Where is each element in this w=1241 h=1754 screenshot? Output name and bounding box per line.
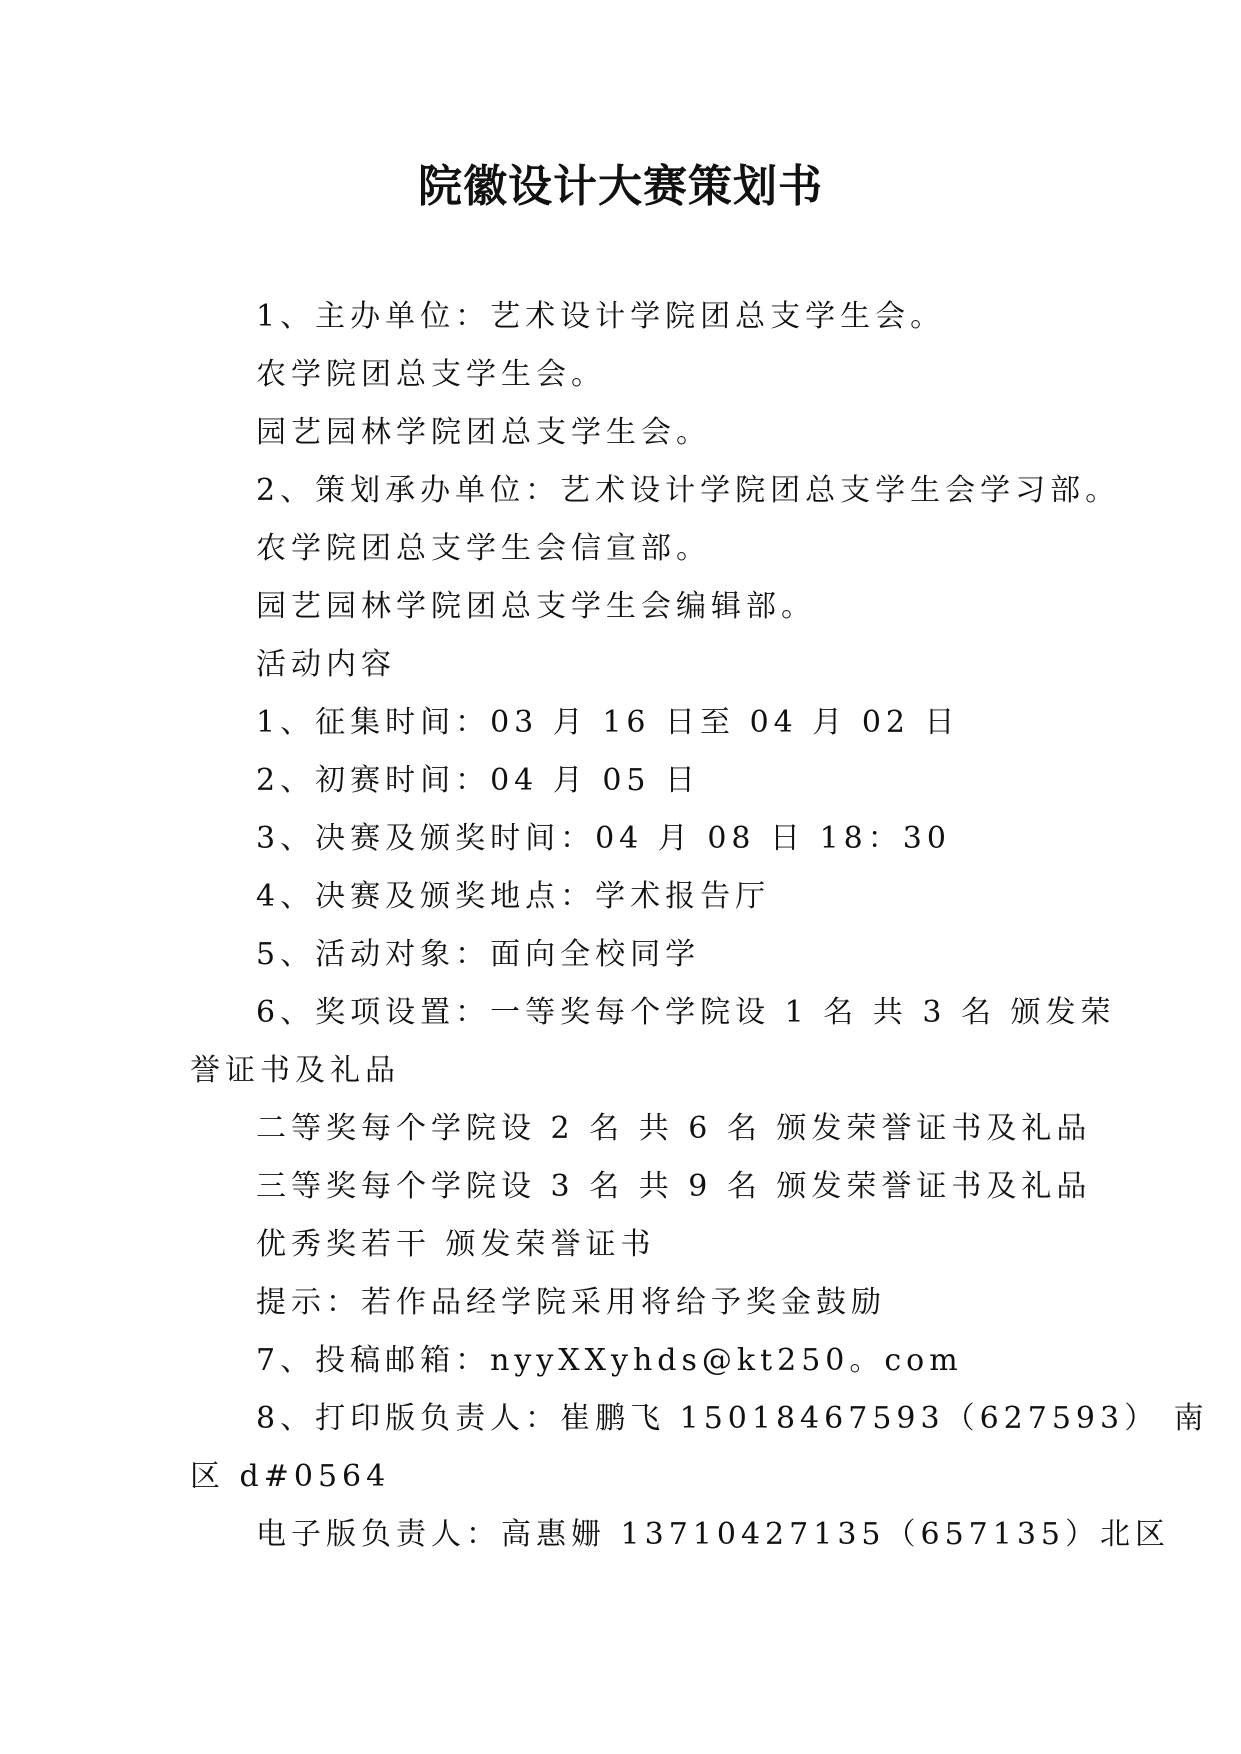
paragraph-host: 2、策划承办单位：艺术设计学院团总支学生会学习部。 (256, 473, 1121, 508)
paragraph-third-prize: 三等奖每个学院设 3 名 共 9 名 颁发荣誉证书及礼品 (256, 1169, 1092, 1204)
paragraph-email: 7、投稿邮箱：nyyXXyhds@kt250。com (256, 1343, 963, 1378)
paragraph-final-venue: 4、决赛及颁奖地点：学术报告厅 (256, 879, 771, 914)
paragraph-host-agri: 农学院团总支学生会信宣部。 (256, 531, 711, 566)
paragraph-merit-prize: 优秀奖若干 颁发荣誉证书 (256, 1227, 656, 1262)
paragraph-collection-time: 1、征集时间：03 月 16 日至 04 月 02 日 (256, 705, 960, 740)
paragraph-organizer-agri: 农学院团总支学生会。 (256, 357, 606, 392)
paragraph-organizer: 1、主办单位：艺术设计学院团总支学生会。 (256, 299, 946, 334)
paragraph-organizer-horti: 园艺园林学院团总支学生会。 (256, 415, 711, 450)
paragraph-digital-contact: 电子版负责人：高惠姗 13710427135（657135）北区 (256, 1517, 1171, 1552)
document-body (190, 288, 1209, 1564)
paragraph-awards: 6、奖项设置：一等奖每个学院设 1 名 共 3 名 颁发荣 (256, 995, 1116, 1030)
paragraph-final-time: 3、决赛及颁奖时间：04 月 08 日 18：30 (256, 821, 951, 856)
paragraph-audience: 5、活动对象：面向全校同学 (256, 937, 701, 972)
document-title: 院徽设计大赛策划书 (418, 161, 823, 212)
paragraph-awards-cont: 誉证书及礼品 (190, 1053, 400, 1088)
section-heading-activity: 活动内容 (256, 647, 396, 682)
paragraph-prelim-time: 2、初赛时间：04 月 05 日 (256, 763, 701, 798)
paragraph-print-contact: 8、打印版负责人：崔鹏飞 15018467593（627593） 南 (256, 1401, 1209, 1436)
paragraph-second-prize: 二等奖每个学院设 2 名 共 6 名 颁发荣誉证书及礼品 (256, 1111, 1092, 1146)
paragraph-print-contact-cont: 区 d#0564 (190, 1459, 391, 1494)
paragraph-host-horti: 园艺园林学院团总支学生会编辑部。 (256, 589, 816, 624)
paragraph-tip: 提示：若作品经学院采用将给予奖金鼓励 (256, 1285, 886, 1320)
